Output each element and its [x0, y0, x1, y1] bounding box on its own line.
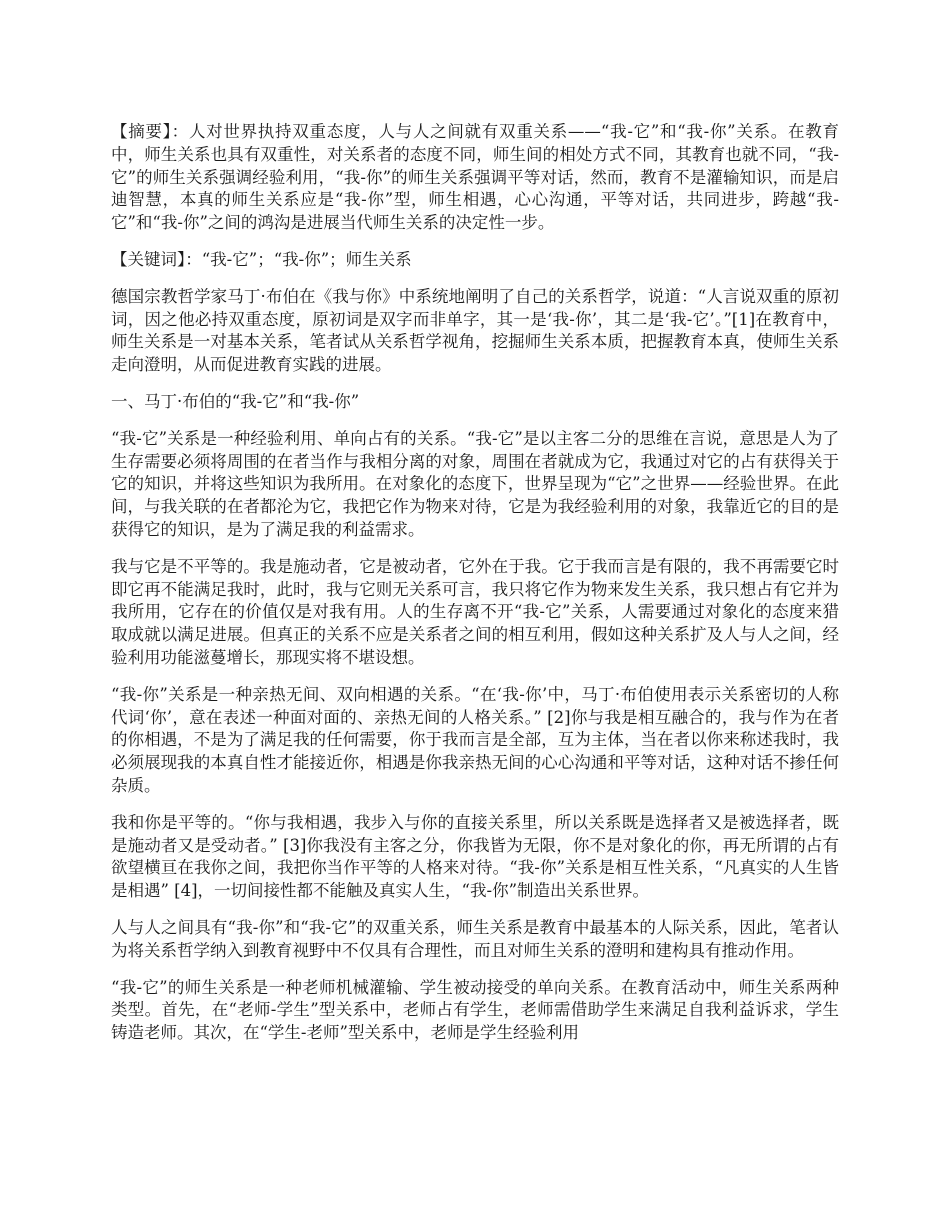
section-heading: 一、马丁·布伯的“我-它”和“我-你” [111, 391, 360, 411]
intro-paragraph: 德国宗教哲学家马丁·布伯在《我与你》中系统地阐明了自己的关系哲学，说道：“人言说双重的原初词，因之他必持双重态度，原初词是双字而非单字，其一是‘我-你’，其二是‘我-它’。”[1]在教育中，师生关系是一对基本关系，笔者试从关系哲学视角，挖掘师生关系本质，把握教育本真，使师生关系走向澄明，从而促进教育实践的进展。 [111, 286, 839, 375]
body-paragraph: “我-你”关系是一种亲热无间、双向相遇的关系。“在‘我-你’中，马丁·布伯使用表示关系密切的人称代词‘你’，意在表述一种面对面的、亲热无间的人格关系。” [2]你与我是相互融合的，我与作为在者的你相遇，不是为了满足我的任何需要，你于我而言是全部，互为主体，当在者以你来称述我时，我必须展现我的本真自性才能接近你，相遇是你我亲热无间的心心沟通和平等对话，这种对话不掺任何杂质。 [111, 684, 839, 795]
body-paragraph: 我和你是平等的。“你与我相遇，我步入与你的直接关系里，所以关系既是选择者又是被选择者，既是施动者又是受动者。” [3]你我没有主客之分，你我皆为无限，你不是对象化的你，再无所谓的占有欲望横亘在我你之间，我把你当作平等的人格来对待。“我-你”关系是相互性关系，“凡真实的人生皆是相遇” [4]，一切间接性都不能触及真实人生，“我-你”制造出关系世界。 [111, 812, 839, 901]
body-paragraph: “我-它”关系是一种经验利用、单向占有的关系。“我-它”是以主客二分的思维在言说，意思是人为了生存需要必须将周围的在者当作与我相分离的对象，周围在者就成为它，我通过对它的占有获得关于它的知识，并将这些知识为我所用。在对象化的态度下，世界呈现为“它”之世界——经验世界。在此间，与我关联的在者都沦为它，我把它作为物来对待，它是为我经验利用的对象，我靠近它的目的是获得它的知识，是为了满足我的利益需求。 [111, 428, 839, 539]
body-paragraph: 人与人之间具有“我-你”和“我-它”的双重关系，师生关系是教育中最基本的人际关系，因此，笔者认为将关系哲学纳入到教育视野中不仅具有合理性，而且对师生关系的澄明和建构具有推动作用。 [111, 917, 839, 960]
document-body [111, 121, 839, 1059]
body-paragraph: 我与它是不平等的。我是施动者，它是被动者，它外在于我。它于我而言是有限的，我不再需要它时即它再不能满足我时，此时，我与它则无关系可言，我只将它作为物来发生关系，我只想占有它并为我所用，它存在的价值仅是对我有用。人的生存离不开“我-它”关系，人需要通过对象化的态度来猎取成就以满足进展。但真正的关系不应是关系者之间的相互利用，假如这种关系扩及人与人之间，经验利用功能滋蔓增长，那现实将不堪设想。 [111, 556, 839, 667]
abstract-paragraph: 【摘要】：人对世界执持双重态度，人与人之间就有双重关系——“我-它”和“我-你”关系。在教育中，师生关系也具有双重性，对关系者的态度不同，师生间的相处方式不同，其教育也就不同，“我-它”的师生关系强调经验利用，“我-你”的师生关系强调平等对话，然而，教育不是灌输知识，而是启迪智慧，本真的师生关系应是“我-你”型，师生相遇，心心沟通，平等对话，共同进步，跨越“我-它”和“我-你”之间的鸿沟是进展当代师生关系的决定性一步。 [111, 122, 839, 233]
body-paragraph: “我-它”的师生关系是一种老师机械灌输、学生被动接受的单向关系。在教育活动中，师生关系两种类型。首先，在“老师-学生”型关系中，老师占有学生，老师需借助学生来满足自我利益诉求，学生铸造老师。其次，在“学生-老师”型关系中，老师是学生经验利用 [111, 977, 839, 1043]
keywords-paragraph: 【关键词】：“我-它”；“我-你”；师生关系 [111, 249, 412, 269]
